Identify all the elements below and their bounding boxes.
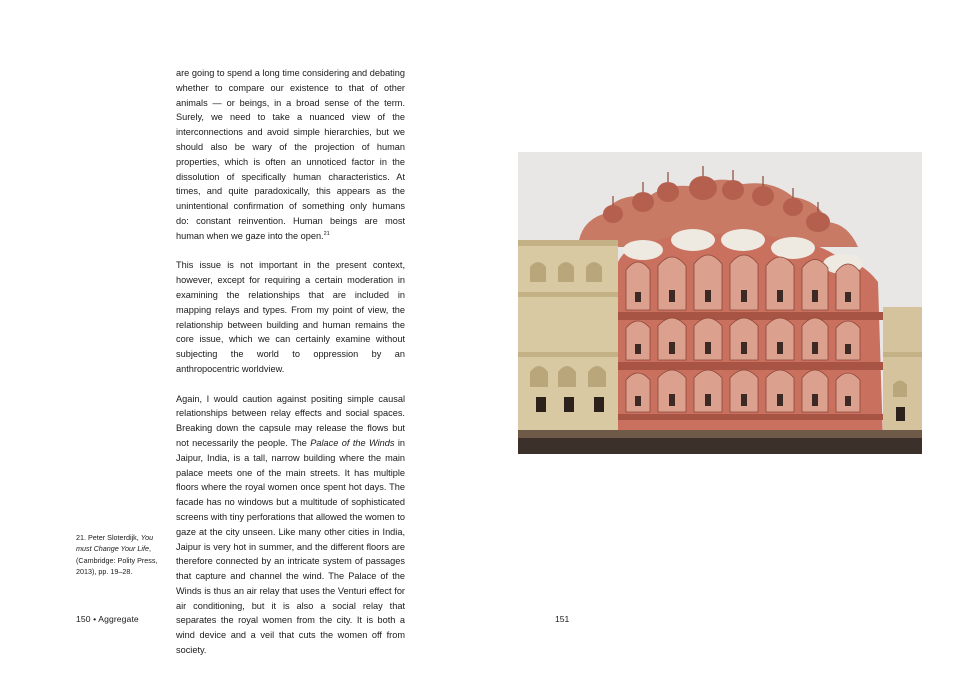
page-number-right: 151 — [555, 614, 570, 624]
paragraph-2: This issue is not important in the present context, however, except for requiring a certain moderation in examining the relationships that are included in mapping relays and types. From my point of view, the relationship between building and human remains the core issue, which we can certainly examine without subjecting the world to oppression by an anthropocentric worldview. — [176, 260, 405, 374]
paragraph-3-rest: in Jaipur, India, is a tall, narrow building where the main palace meets one of the main streets. It has multiple floors where the royal women once spent hot days. The facade has no windows but a multitude of sophisticated screens with tiny perforations that allowed the women to gaze at the city unseen. Like many other cities in India, Jaipur is very hot in summer, and the different floors are therefore connected by an intricate system of passages that capture and channel the wind. The Palace of the Winds is thus an air relay that uses the Venturi effect for air conditioning, but it is also a social relay that separates the royal women from the city. It is both a wind device and a veil that cuts the women off from society. — [176, 437, 405, 656]
hawa-mahal-photo — [518, 152, 922, 454]
left-page — [0, 0, 480, 667]
running-footer-left: 150 • Aggregate — [76, 614, 139, 624]
footnote-citation: , (Cambridge: Polity Press, 2013), pp. 19–28. — [76, 544, 158, 576]
paragraph-3 — [176, 392, 405, 658]
body-text — [176, 66, 405, 673]
footnote — [76, 532, 168, 577]
paragraph-1 — [176, 66, 405, 244]
footnote-title: You must Change Your Life — [76, 533, 154, 554]
palace-title-italic: Palace of the Winds — [310, 437, 395, 448]
paragraph-3-start: Again, I would caution against positing simple causal relationships between relay effects and social spaces. Breaking down the capsule may release the flows but not necessarily the people. The — [176, 393, 405, 448]
palace-illustration — [518, 152, 922, 454]
footnote-ref[interactable]: 21 — [323, 230, 330, 237]
footnote-author: 21. Peter Sloterdijk, — [76, 533, 141, 542]
paragraph-1-text: are going to spend a long time considering and debating whether to compare our existence to that of other animals — or beings, in a broad sense of the term. Surely, we need to take a nuanced view of the interconnections and avoid simple hierarchies, but we should also be wary of the projection of human properties, which is often an unnoticed factor in the dissolution of specifically human characteristics. At times, and quite paradoxically, this appears as the unintentional confirmation of something only humans do: constant reinvention. Human beings are most human when we gaze into the open. — [176, 68, 405, 241]
